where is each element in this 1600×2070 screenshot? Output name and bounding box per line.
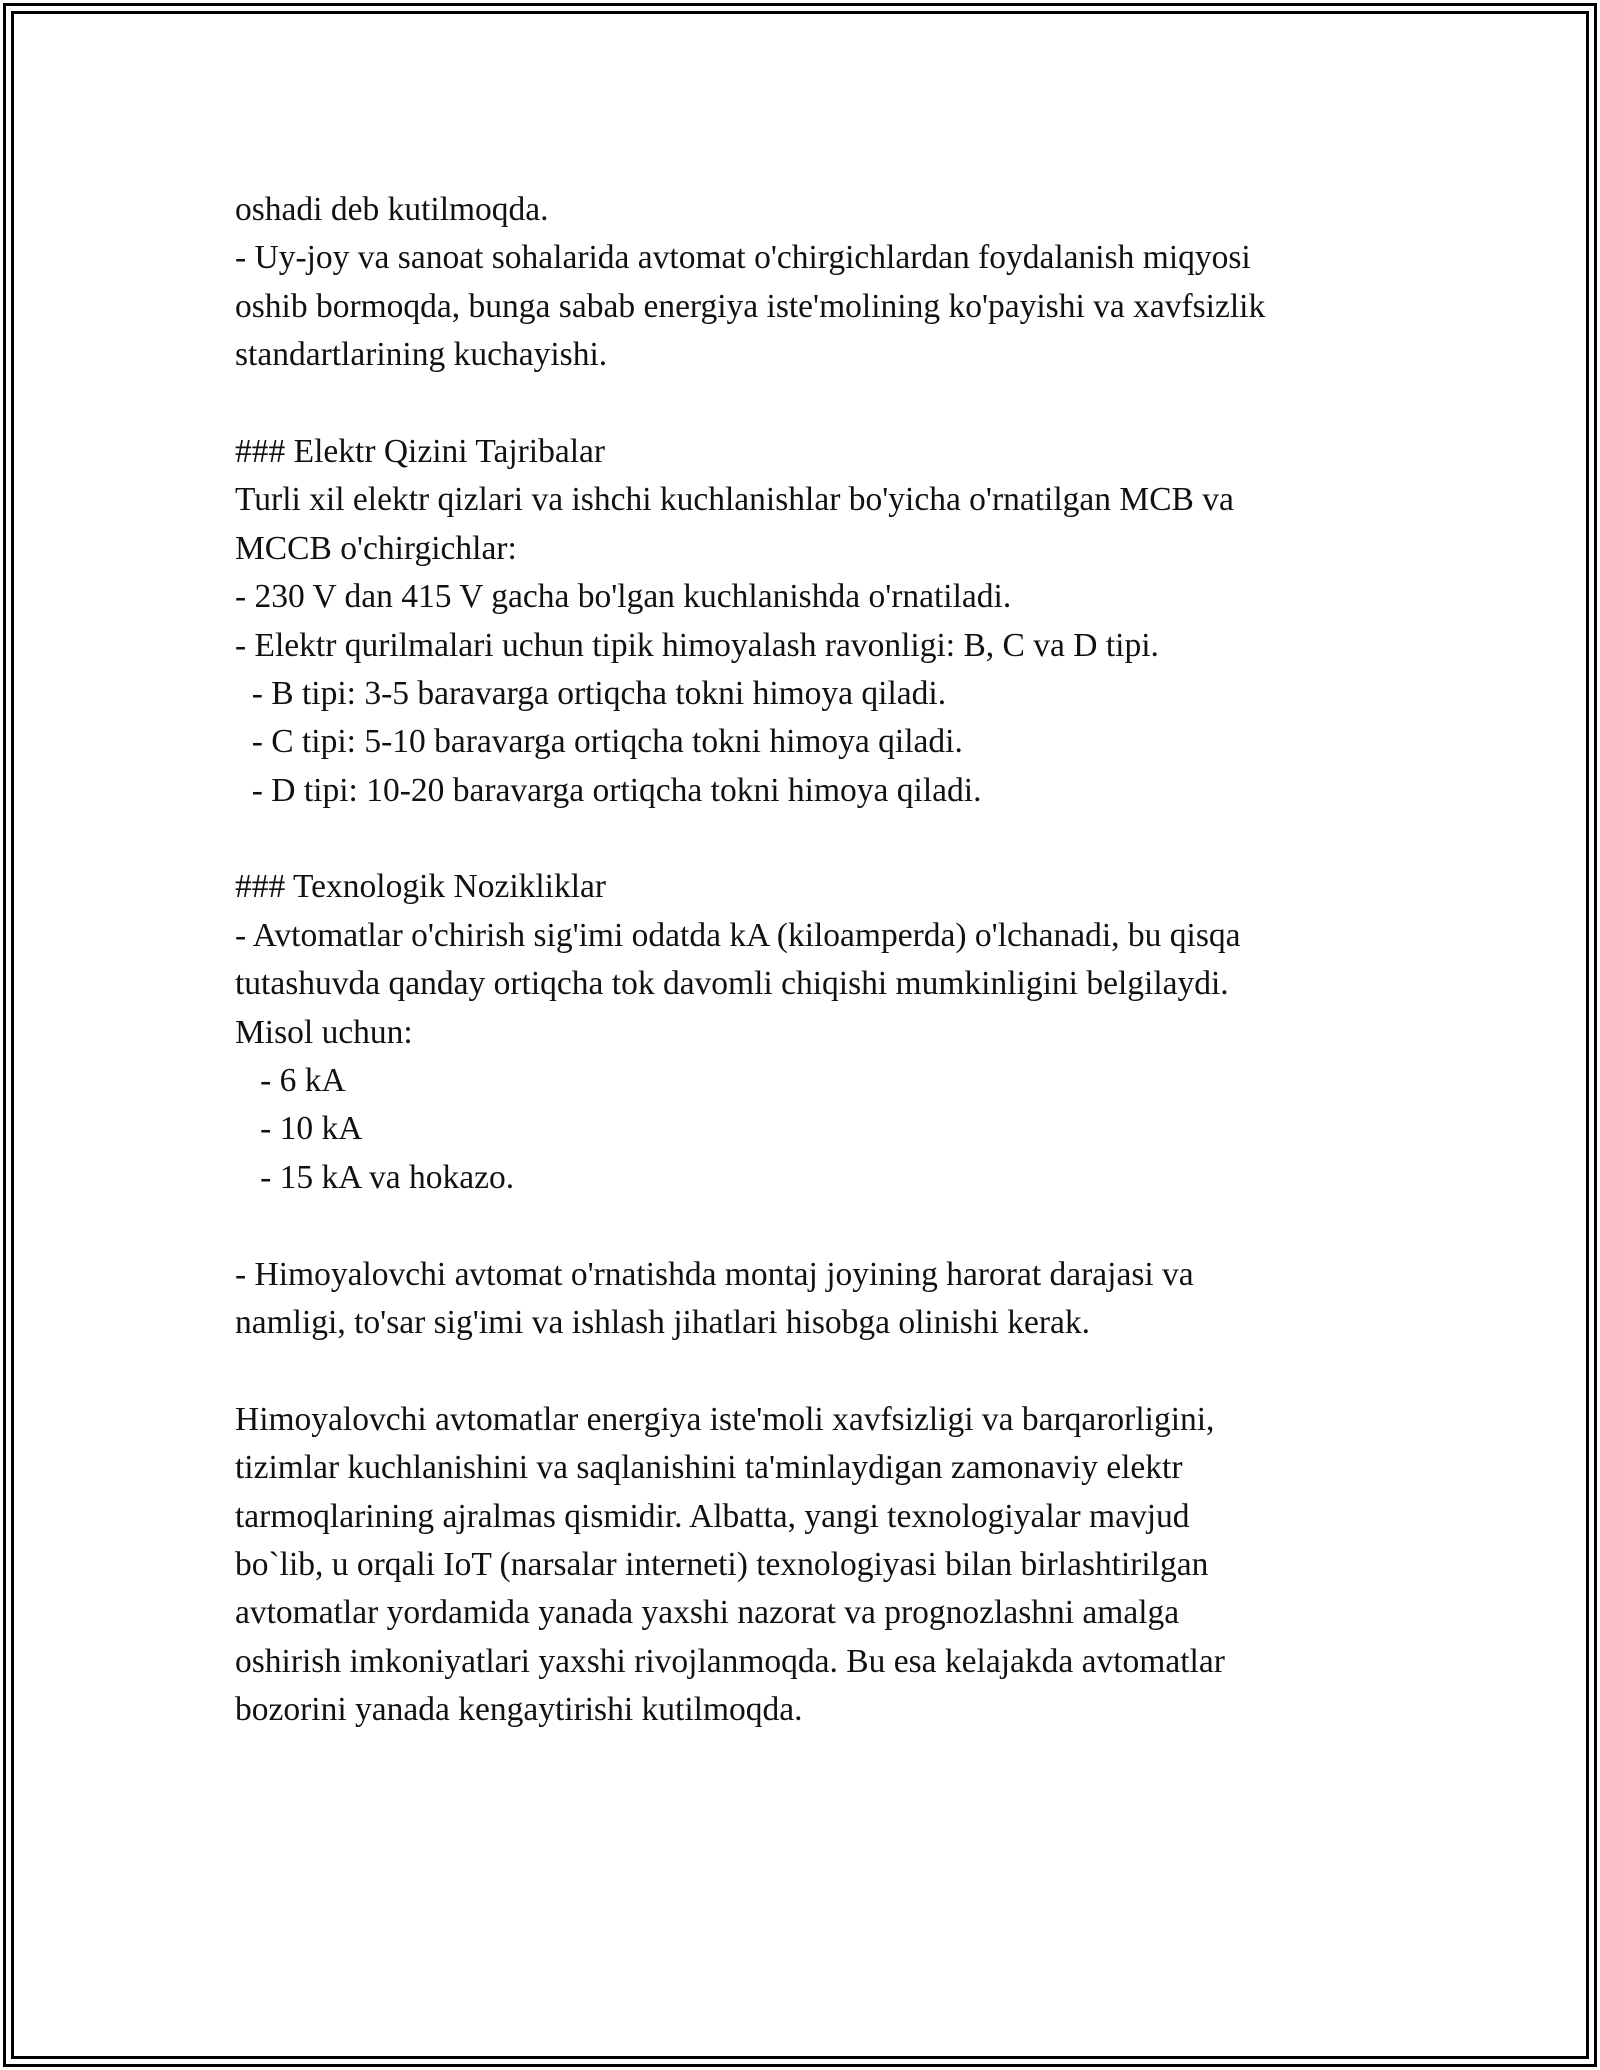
paragraph-line: bozorini yanada kengaytirishi kutilmoqda.	[235, 1691, 803, 1729]
text-line: oshib bormoqda, bunga sabab energiya iste'molining ko'payishi va xavfsizlik	[235, 287, 1266, 325]
blank-line	[235, 1347, 1415, 1395]
text-line: Turli xil elektr qizlari va ishchi kuchlanishlar bo'yicha o'rnatilgan MCB va	[235, 481, 1234, 519]
section-heading: ### Elektr Qizini Tajribalar	[235, 432, 606, 470]
text-line: standartlarining kuchayishi.	[235, 336, 608, 374]
paragraph-line: avtomatlar yordamida yanada yaxshi nazorat va prognozlashni amalga	[235, 1594, 1180, 1632]
paragraph-line: bo`lib, u orqali IoT (narsalar interneti) texnologiyasi bilan birlashtirilgan	[235, 1545, 1209, 1583]
document-body	[235, 186, 1415, 1735]
text-line: tutashuvda qanday ortiqcha tok davomli chiqishi mumkinligini belgilaydi.	[235, 965, 1229, 1003]
text-line: - Uy-joy va sanoat sohalarida avtomat o'chirgichlardan foydalanish miqyosi	[235, 239, 1251, 277]
sub-list-item: - D tipi: 10-20 baravarga ortiqcha tokni himoya qiladi.	[235, 771, 982, 809]
text-line: MCCB o'chirgichlar:	[235, 529, 517, 567]
paragraph-line: Himoyalovchi avtomatlar energiya iste'moli xavfsizligi va barqarorligini,	[235, 1400, 1215, 1438]
text-line: Misol uchun:	[235, 1013, 413, 1051]
text-line: namligi, to'sar sig'imi va ishlash jihatlari hisobga olinishi kerak.	[235, 1303, 1091, 1341]
paragraph-line: tarmoqlarining ajralmas qismidir. Albatta, yangi texnologiyalar mavjud	[235, 1497, 1190, 1535]
list-item: - Avtomatlar o'chirish sig'imi odatda kA (kiloamperda) o'lchanadi, bu qisqa	[235, 916, 1241, 954]
blank-line	[235, 815, 1415, 863]
paragraph-line: oshirish imkoniyatlari yaxshi rivojlanmoqda. Bu esa kelajakda avtomatlar	[235, 1642, 1225, 1680]
blank-line	[235, 1202, 1415, 1250]
list-item: - Himoyalovchi avtomat o'rnatishda montaj joyining harorat darajasi va	[235, 1255, 1194, 1293]
sub-list-item: - 10 kA	[235, 1110, 363, 1148]
sub-list-item: - C tipi: 5-10 baravarga ortiqcha tokni himoya qiladi.	[235, 723, 963, 761]
section-heading: ### Texnologik Nozikliklar	[235, 868, 607, 906]
list-item: - 230 V dan 415 V gacha bo'lgan kuchlanishda o'rnatiladi.	[235, 578, 1012, 616]
sub-list-item: - B tipi: 3-5 baravarga ortiqcha tokni himoya qiladi.	[235, 674, 947, 712]
list-item: - Elektr qurilmalari uchun tipik himoyalash ravonligi: B, C va D tipi.	[235, 626, 1159, 664]
blank-line	[235, 380, 1415, 428]
text-line: oshadi deb kutilmoqda.	[235, 191, 549, 228]
paragraph-line: tizimlar kuchlanishini va saqlanishini ta'minlaydigan zamonaviy elektr	[235, 1449, 1183, 1487]
sub-list-item: - 6 kA	[235, 1062, 346, 1100]
sub-list-item: - 15 kA va hokazo.	[235, 1158, 515, 1196]
